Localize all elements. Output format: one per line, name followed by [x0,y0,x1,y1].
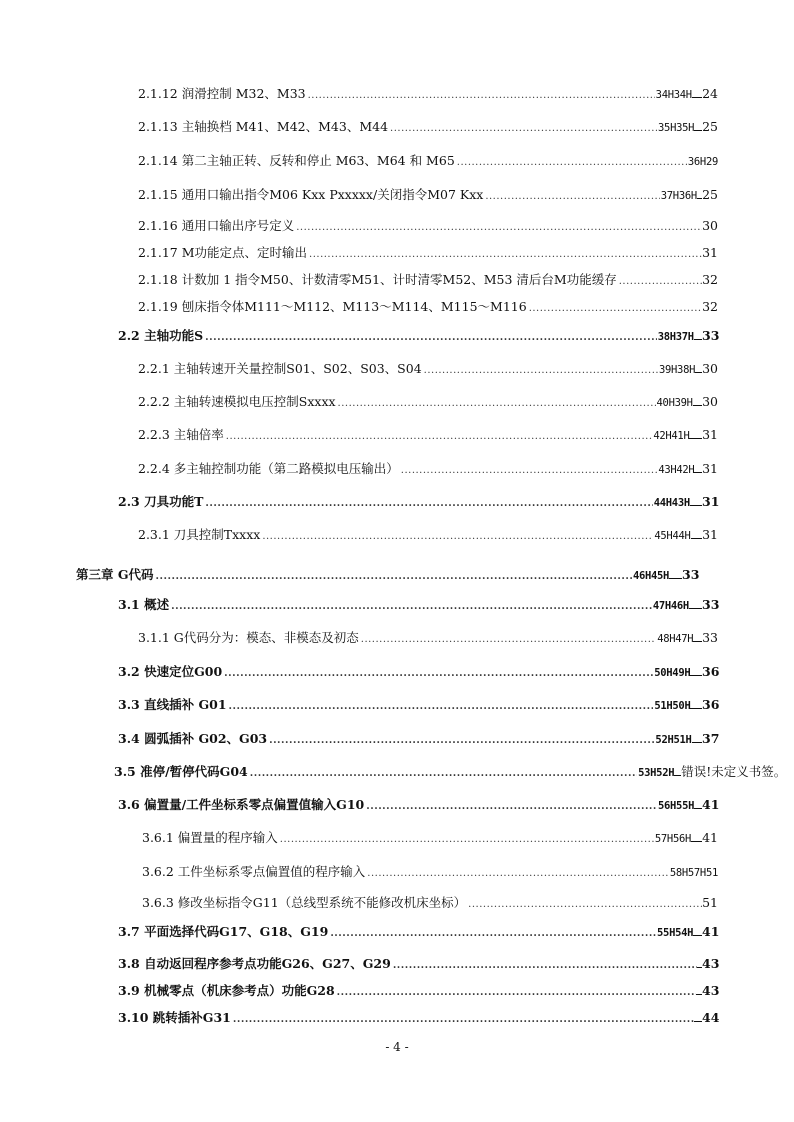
toc-entry-title: 3.6.2 工件坐标系零点偏置值的程序输入 [142,864,366,879]
toc-entry[interactable] [0,762,794,782]
toc-entry-title: 3.4 圆弧插补 G02、G03 [118,731,268,746]
toc-entry-page: 33 [682,567,700,582]
toc-entry-title: 3.10 跳转插补G31 [118,1010,231,1025]
dot-leader [269,731,654,751]
underline [690,495,702,506]
dot-leader [296,218,702,238]
toc-entry[interactable] [0,695,794,715]
toc-entry-title: 2.2.3 主轴倍率 [138,427,224,442]
dot-leader [205,328,657,348]
toc-entry-page: 43 [702,983,720,998]
toc-entry[interactable] [0,84,794,104]
toc-entry-page: 30 [702,218,718,233]
toc-entry-page: 41 [702,797,720,812]
dot-leader [308,86,655,106]
toc-entry-ref: 35H35H [658,122,695,134]
toc-entry-title: 3.1 概述 [118,597,170,612]
dot-leader [262,527,653,547]
dot-leader [424,361,658,381]
toc-entry-title: 3.6 偏置量/工件坐标系零点偏置值输入G10 [118,797,365,812]
toc-entry-title: 第三章 G代码 [76,567,154,582]
toc-entry-title: 3.6.1 偏置量的程序输入 [142,830,278,845]
toc-entry[interactable] [0,628,794,648]
toc-entry-title: 2.2.1 主轴转速开关量控制S01、S02、S03、S04 [138,361,422,376]
toc-entry-page: 36 [702,664,720,679]
toc-entry[interactable] [0,893,794,913]
dot-leader [337,983,696,1003]
toc-entry-page: 32 [702,272,718,287]
underline [689,598,702,609]
toc-entry-page: 25 [702,119,718,134]
dot-leader [457,153,687,173]
toc-entry-title: 2.2.4 多主轴控制功能（第二路模拟电压输出） [138,461,399,476]
underline [692,732,702,743]
toc-entry-ref: 34H34H [655,89,692,101]
underline [693,395,702,406]
dot-leader [250,764,637,784]
toc-entry[interactable] [0,185,794,205]
toc-entry-page: 31 [702,461,718,476]
dot-leader [529,299,702,319]
toc-entry-title: 3.2 快速定位G00 [118,664,223,679]
toc-entry-title: 2.1.12 润滑控制 M32、M33 [138,86,306,101]
toc-entry-page: 24 [702,86,718,101]
toc-entry-title: 2.1.15 通用口输出指令M06 Kxx Pxxxxx/关闭指令M07 Kxx [138,187,484,202]
toc-entry-ref: 57H56H [654,833,692,845]
dot-leader [367,864,669,884]
toc-entry-title: 3.9 机械零点（机床参考点）功能G28 [118,983,335,998]
toc-entry[interactable] [0,828,794,848]
toc-entry-ref: 56H55H [657,800,695,812]
dot-leader [156,567,632,587]
dot-leader [309,245,702,265]
toc-entry[interactable] [0,392,794,412]
toc-entry-ref: 51H50H [654,700,691,712]
dot-leader [390,119,657,139]
dot-leader [401,461,658,481]
toc-entry[interactable] [0,326,794,346]
toc-entry-page: 41 [702,924,720,939]
underline [694,329,702,340]
toc-entry-title: 2.1.18 计数加 1 指令M50、计数清零M51、计时清零M52、M53 清后台M功能缓存 [138,272,617,287]
toc-entry[interactable] [0,954,794,974]
toc-entry-title: 2.1.19 刨床指令体M111～M112、M113～M114、M115～M116 [138,299,527,314]
underline [694,462,702,473]
dot-leader [205,494,652,514]
toc-entry-page: 31 [702,494,720,509]
underline [694,120,702,131]
toc-entry-title: 2.1.13 主轴换档 M41、M42、M43、M44 [138,119,389,134]
toc-entry[interactable] [0,243,794,263]
toc-entry-title: 2.3.1 刀具控制Txxxx [138,527,261,542]
toc-entry-title: 3.5 准停/暂停代码G04 [114,764,248,779]
toc-entry[interactable] [0,297,794,317]
underline [669,568,682,579]
toc-entry-page: 30 [702,361,718,376]
toc-entry[interactable] [0,151,794,171]
dot-leader [366,797,657,817]
toc-entry-ref: 40H39H [656,397,693,409]
underline [694,798,702,809]
dot-leader [485,187,659,207]
toc-entry-ref: 45H44H [654,530,691,542]
page-number-footer: - 4 - [385,1040,409,1054]
toc-entry-ref: 39H38H [658,364,696,376]
toc-entry-ref: 48H47H [657,633,694,645]
toc-entry-page: 33 [702,630,718,645]
toc-entry[interactable] [0,216,794,236]
toc-entry-page: 31 [702,427,718,442]
toc-entry-ref: 42H41H [653,430,690,442]
dot-leader [393,956,697,976]
toc-entry-page: 33 [702,328,720,343]
toc-entry-ref: 44H43H [653,497,690,509]
toc-entry-page: 44 [702,1010,720,1025]
underline [692,87,702,98]
toc-entry-ref: 52H51H [655,734,692,746]
toc-entry-page: 错误!未定义书签。 [681,764,787,779]
toc-entry-title: 2.1.16 通用口输出序号定义 [138,218,295,233]
toc-entry[interactable] [0,662,794,682]
dot-leader [224,664,653,684]
toc-entry-page: 30 [702,394,718,409]
toc-entry-page: 36 [702,697,720,712]
toc-entry-title: 3.3 直线插补 G01 [118,697,227,712]
toc-entry[interactable] [0,981,794,1001]
toc-entry-page: 41 [702,830,718,845]
toc-entry-ref: 36H29 [687,156,718,168]
underline [691,831,702,842]
dot-leader [229,697,654,717]
underline [689,428,702,439]
toc-entry-title: 2.1.17 M功能定点、定时输出 [138,245,308,260]
toc-entry[interactable] [0,359,794,379]
dot-leader [280,830,654,850]
underline [691,528,702,539]
toc-entry[interactable] [0,459,794,479]
toc-entry[interactable] [0,492,794,512]
toc-entry[interactable] [0,1008,794,1028]
toc-entry-page: 25 [702,187,718,202]
toc-entry-ref: 38H37H [657,331,694,343]
underline [690,665,702,676]
toc-entry-ref: 58H57H51 [669,867,718,879]
toc-entry-ref: 37H36H [660,190,697,202]
toc-entry-ref: 50H49H [654,667,691,679]
toc-chapter-entry[interactable] [0,565,794,585]
dot-leader [619,272,702,292]
underline [690,698,702,709]
underline [693,631,702,642]
toc-entry[interactable] [0,862,794,882]
toc-entry-page: 33 [702,597,720,612]
dot-leader [171,597,652,617]
toc-entry-page: 43 [702,956,720,971]
toc-entry-ref: 53H52H [638,767,675,779]
toc-entry-page: 37 [702,731,720,746]
underline [695,362,702,373]
toc-entry-page: 31 [702,245,718,260]
toc-entry[interactable] [0,595,794,615]
toc-entry[interactable] [0,729,794,749]
dot-leader [226,427,653,447]
toc-entry-page: 51 [702,895,718,910]
underline [693,925,702,936]
toc-entry-page: 32 [702,299,718,314]
dot-leader [338,394,656,414]
toc-entry-title: 2.3 刀具功能T [118,494,204,509]
toc-entry[interactable] [0,270,794,290]
dot-leader [468,895,702,915]
toc-entry-ref: 43H42H [658,464,695,476]
toc-entry-title: 2.2.2 主轴转速模拟电压控制Sxxxx [138,394,336,409]
toc-entry-title: 3.7 平面选择代码G17、G18、G19 [118,924,329,939]
toc-entry-title: 2.2 主轴功能S [118,328,204,343]
toc-entry[interactable] [0,922,794,942]
dot-leader [233,1010,694,1030]
toc-entry[interactable] [0,117,794,137]
toc-entry-title: 3.8 自动返回程序参考点功能G26、G27、G29 [118,956,391,971]
dot-leader [361,630,656,650]
toc-entry-ref: 46H45H [632,570,670,582]
dot-leader [330,924,656,944]
toc-entry-title: 2.1.14 第二主轴正转、反转和停止 M63、M64 和 M65 [138,153,455,168]
underline [674,765,681,776]
toc-entry[interactable] [0,425,794,445]
toc-entry-title: 3.1.1 G代码分为：模态、非模态及初态 [138,630,359,645]
toc-entry-ref: 47H46H [652,600,689,612]
toc-entry-title: 3.6.3 修改坐标指令G11（总线型系统不能修改机床坐标） [142,895,467,910]
toc-entry[interactable] [0,795,794,815]
toc-entry-ref: 55H54H [657,927,694,939]
toc-entry[interactable] [0,525,794,545]
toc-entry-page: 31 [702,527,718,542]
underline [694,1011,702,1022]
